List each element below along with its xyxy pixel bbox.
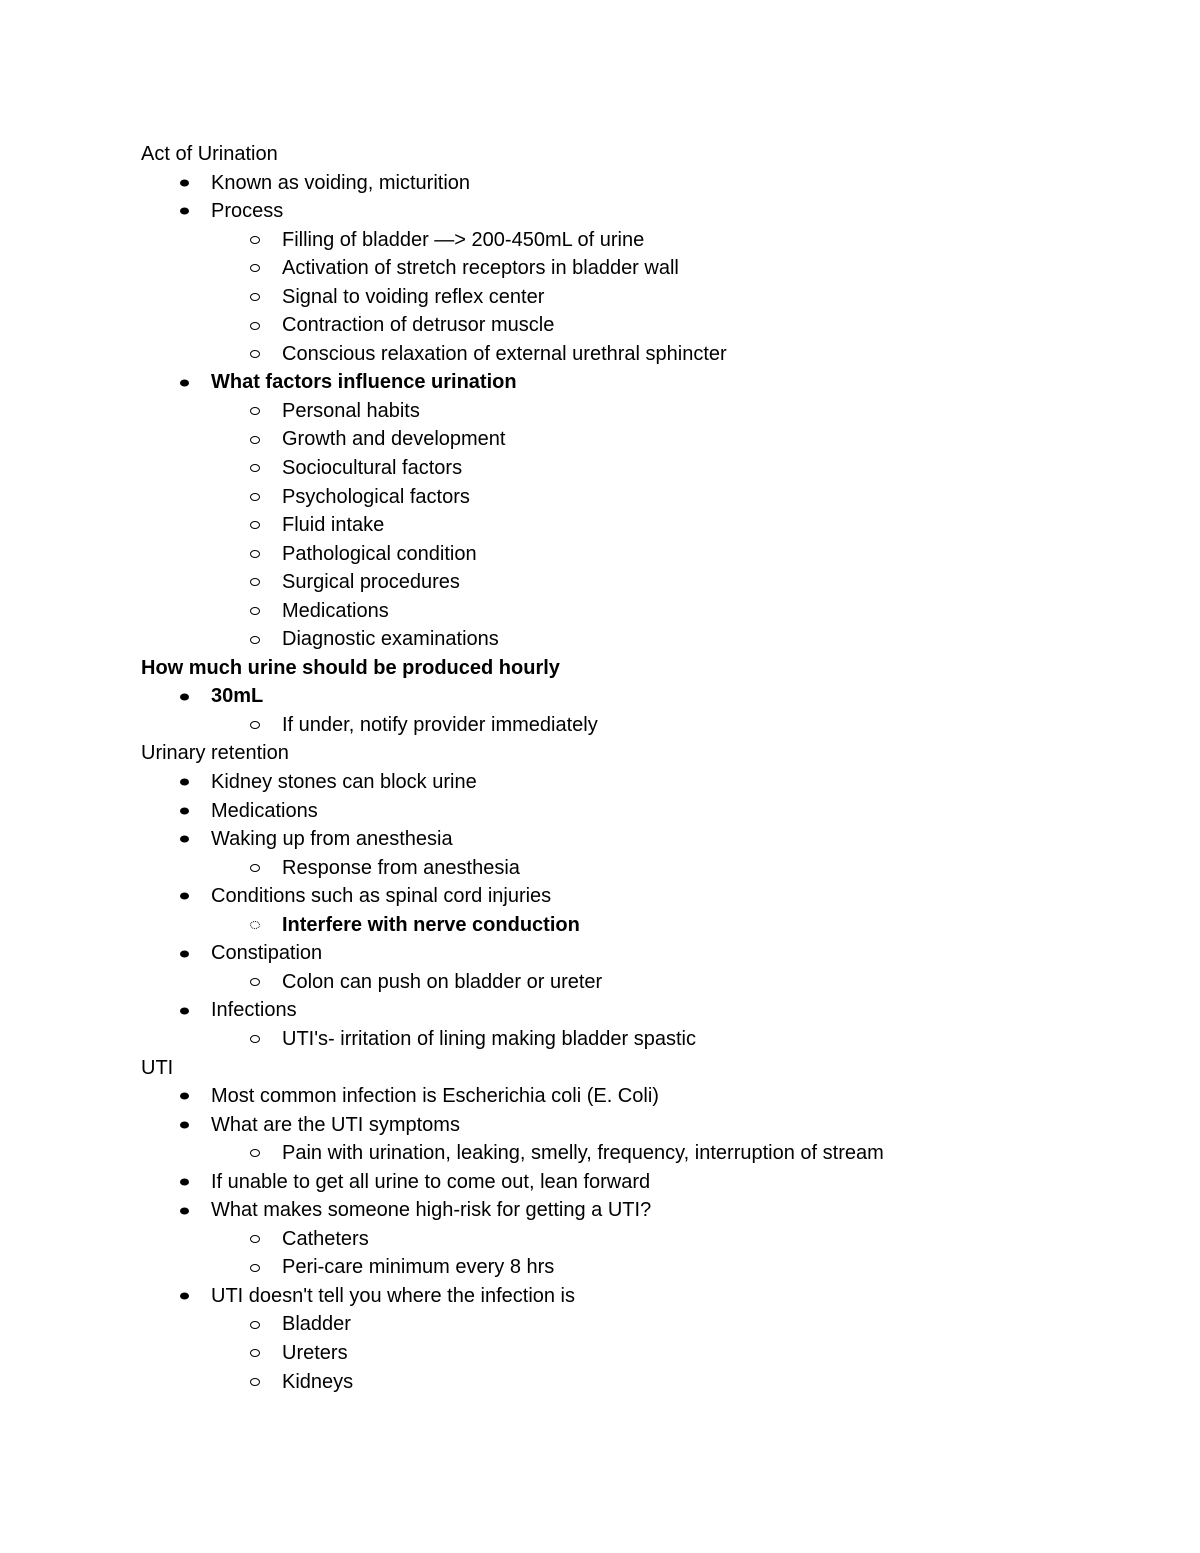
line-text: Process [211, 200, 284, 223]
filled-bullet-icon [180, 179, 189, 186]
hollow-bullet-icon [250, 436, 260, 444]
line-text: Infections [211, 999, 297, 1022]
list-item [141, 1111, 1141, 1140]
filled-bullet-icon [180, 893, 189, 900]
list-item [141, 169, 1141, 198]
hollow-bullet-icon [250, 264, 260, 272]
line-text: Conditions such as spinal cord injuries [211, 885, 552, 908]
line-text: Kidney stones can block urine [211, 771, 477, 794]
hollow-bullet-icon [250, 636, 260, 644]
list-item [141, 254, 1141, 283]
line-text: Growth and development [282, 428, 506, 451]
list-item [141, 854, 1141, 883]
list-item [141, 939, 1141, 968]
line-text: Interfere with nerve conduction [282, 913, 580, 936]
hollow-bullet-icon [250, 607, 260, 615]
list-item [141, 454, 1141, 483]
line-text: Pain with urination, leaking, smelly, frequency, interruption of stream [282, 1142, 884, 1165]
list-item [141, 540, 1141, 569]
list-item [141, 682, 1141, 711]
hollow-bullet-icon [250, 350, 260, 358]
filled-bullet-icon [180, 836, 189, 843]
filled-bullet-icon [180, 1093, 189, 1100]
line-text: Ureters [282, 1341, 348, 1364]
section-heading [141, 739, 1141, 768]
list-item [141, 825, 1141, 854]
list-item [141, 483, 1141, 512]
list-item [141, 1282, 1141, 1311]
list-item [141, 882, 1141, 911]
list-item [141, 1339, 1141, 1368]
line-text: Pathological condition [282, 542, 477, 565]
line-text: What factors influence urination [211, 371, 517, 394]
line-text: UTI [141, 1056, 174, 1079]
line-text: Medications [211, 799, 318, 822]
line-text: Act of Urination [141, 143, 278, 165]
filled-bullet-icon [180, 779, 189, 786]
hollow-bullet-icon [250, 1035, 260, 1043]
filled-bullet-icon [180, 1121, 189, 1128]
list-item [141, 1196, 1141, 1225]
list-item [141, 1253, 1141, 1282]
hollow-bullet-icon [250, 236, 260, 244]
line-text: Medications [282, 599, 389, 622]
line-text: Peri-care minimum every 8 hrs [282, 1256, 555, 1279]
list-item [141, 1139, 1141, 1168]
list-item [141, 425, 1141, 454]
line-text: Filling of bladder —> 200-450mL of urine [282, 228, 645, 251]
line-text: Known as voiding, micturition [211, 171, 471, 194]
line-text: What are the UTI symptoms [211, 1113, 460, 1136]
filled-bullet-icon [180, 1007, 189, 1014]
line-text: Surgical procedures [282, 571, 460, 594]
line-text: Response from anesthesia [282, 856, 520, 879]
hollow-bullet-icon [250, 721, 260, 729]
line-text: If under, notify provider immediately [282, 713, 598, 736]
line-text: Psychological factors [282, 485, 470, 508]
line-text: Most common infection is Escherichia coli (E. Coli) [211, 1085, 659, 1108]
list-item [141, 597, 1141, 626]
line-text: Colon can push on bladder or ureter [282, 970, 603, 993]
hollow-bullet-icon [250, 1235, 260, 1243]
line-text: UTI's- irritation of lining making bladder spastic [282, 1027, 696, 1050]
hollow-bullet-icon [250, 521, 260, 529]
section-heading [141, 140, 1141, 169]
hollow-bullet-icon [250, 464, 260, 472]
hollow-bullet-icon [250, 1349, 260, 1357]
list-item [141, 1368, 1141, 1397]
list-item [141, 711, 1141, 740]
section-heading [141, 1054, 1141, 1083]
list-item [141, 797, 1141, 826]
list-item [141, 911, 1141, 940]
hollow-bullet-icon [250, 864, 260, 872]
list-item [141, 511, 1141, 540]
filled-bullet-icon [180, 1178, 189, 1185]
list-item [141, 197, 1141, 226]
line-text: Urinary retention [141, 742, 289, 765]
list-item [141, 996, 1141, 1025]
line-text: Signal to voiding reflex center [282, 285, 545, 308]
line-text: Fluid intake [282, 514, 385, 537]
filled-bullet-icon [180, 693, 189, 700]
list-item [141, 625, 1141, 654]
line-text: 30mL [211, 685, 264, 708]
filled-bullet-icon [180, 950, 189, 957]
section-heading [141, 654, 1141, 683]
list-item [141, 340, 1141, 369]
line-text: Contraction of detrusor muscle [282, 314, 555, 337]
line-text: Personal habits [282, 399, 420, 422]
line-text: Constipation [211, 942, 323, 965]
line-text: Waking up from anesthesia [211, 828, 453, 851]
line-text: Conscious relaxation of external urethral sphincter [282, 342, 727, 365]
list-item [141, 368, 1141, 397]
filled-bullet-icon [180, 807, 189, 814]
list-item [141, 311, 1141, 340]
list-item [141, 397, 1141, 426]
filled-bullet-icon [180, 379, 189, 386]
hollow-bullet-icon [250, 550, 260, 558]
filled-bullet-icon [180, 1293, 189, 1300]
line-text: Bladder [282, 1313, 351, 1336]
hollow-bullet-icon [250, 293, 260, 301]
list-item [141, 1225, 1141, 1254]
line-text: Sociocultural factors [282, 457, 463, 480]
list-item [141, 768, 1141, 797]
hollow-bullet-icon [250, 1149, 260, 1157]
document-body [141, 140, 1141, 1396]
hollow-bullet-icon [250, 1264, 260, 1272]
hollow-bullet-icon [250, 1321, 260, 1329]
line-text: Diagnostic examinations [282, 628, 499, 651]
list-item [141, 226, 1141, 255]
line-text: How much urine should be produced hourly [141, 656, 560, 679]
line-text: If unable to get all urine to come out, lean forward [211, 1170, 651, 1193]
line-text: What makes someone high-risk for getting a UTI? [211, 1199, 652, 1222]
list-item [141, 968, 1141, 997]
list-item [141, 1310, 1141, 1339]
list-item [141, 283, 1141, 312]
line-text: Activation of stretch receptors in bladder wall [282, 257, 679, 280]
hollow-bullet-icon [250, 921, 260, 929]
hollow-bullet-icon [250, 493, 260, 501]
hollow-bullet-icon [250, 407, 260, 415]
hollow-bullet-icon [250, 578, 260, 586]
list-item [141, 1168, 1141, 1197]
hollow-bullet-icon [250, 978, 260, 986]
hollow-bullet-icon [250, 322, 260, 330]
line-text: Kidneys [282, 1370, 354, 1393]
list-item [141, 1082, 1141, 1111]
filled-bullet-icon [180, 1207, 189, 1214]
list-item [141, 1025, 1141, 1054]
hollow-bullet-icon [250, 1378, 260, 1386]
line-text: UTI doesn't tell you where the infection is [211, 1284, 576, 1307]
list-item [141, 568, 1141, 597]
line-text: Catheters [282, 1227, 369, 1250]
filled-bullet-icon [180, 208, 189, 215]
